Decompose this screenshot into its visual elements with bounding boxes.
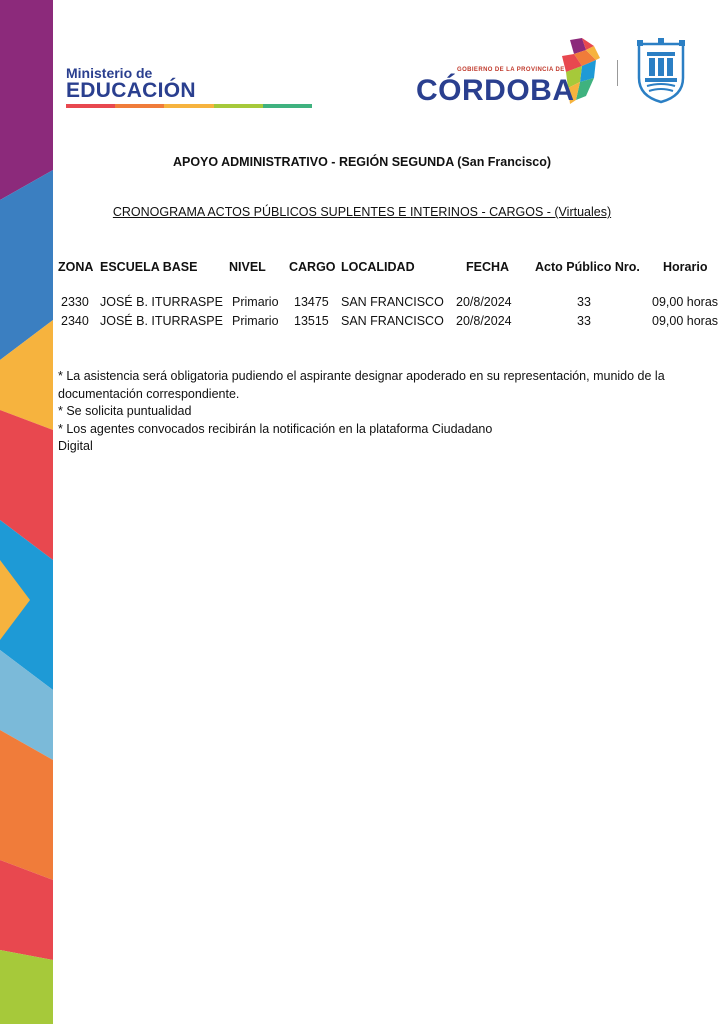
ministerio-logo-color-bar: [66, 104, 312, 108]
cell-localidad: SAN FRANCISCO: [341, 314, 444, 328]
cell-cargo: 13475: [294, 295, 329, 309]
ministerio-educacion-logo: [66, 66, 312, 108]
cordoba-logo-subtitle: GOBIERNO DE LA PROVINCIA DE: [457, 67, 565, 73]
note-notificacion: * Los agentes convocados recibirán la notificación en la plataforma Ciudadano: [58, 421, 493, 436]
header-escuela-base: ESCUELA BASE: [100, 260, 198, 274]
header-zona: ZONA: [58, 260, 94, 274]
header-nivel: NIVEL: [229, 260, 266, 274]
header-fecha: FECHA: [466, 260, 510, 274]
ministerio-logo-line1: Ministerio de: [66, 65, 153, 81]
header-acto-publico: Acto Público Nro.: [535, 260, 640, 274]
cell-cargo: 13515: [294, 314, 329, 328]
header-horario: Horario: [663, 260, 708, 274]
cell-localidad: SAN FRANCISCO: [341, 295, 444, 309]
cell-horario: 09,00 horas: [652, 314, 719, 328]
cordoba-logo-wordmark: CÓRDOBA: [416, 74, 575, 107]
ministerio-logo-line2: EDUCACIÓN: [66, 79, 196, 102]
cell-acto: 33: [577, 295, 591, 309]
cell-fecha: 20/8/2024: [456, 295, 512, 309]
cell-zona: 2330: [61, 295, 89, 309]
cordoba-government-logo: [414, 38, 604, 108]
note-puntualidad: * Se solicita puntualidad: [58, 404, 192, 418]
cell-zona: 2340: [61, 314, 89, 328]
document-subtitle: CRONOGRAMA ACTOS PÚBLICOS SUPLENTES E INTERINOS - CARGOS - (Virtuales): [112, 205, 612, 219]
cell-acto: 33: [577, 314, 591, 328]
notes-section: [58, 368, 668, 456]
cell-fecha: 20/8/2024: [456, 314, 512, 328]
cell-escuela: JOSÉ B. ITURRASPE: [100, 314, 223, 328]
header-localidad: LOCALIDAD: [341, 260, 415, 274]
note-asistencia: * La asistencia será obligatoria pudiendo el aspirante designar apoderado en su representación, munido de la documentación correspondiente.: [58, 369, 665, 401]
cell-nivel: Primario: [232, 295, 279, 309]
cell-nivel: Primario: [232, 314, 279, 328]
cordoba-city-shield-icon: [633, 38, 689, 104]
note-notificacion-cont: Digital: [58, 439, 93, 453]
document-title: APOYO ADMINISTRATIVO - REGIÓN SEGUNDA (San Francisco): [172, 155, 552, 169]
header-cargo: CARGO: [289, 260, 336, 274]
logo-separator: [617, 60, 618, 86]
cell-escuela: JOSÉ B. ITURRASPE: [100, 295, 223, 309]
decorative-side-stripe: [0, 0, 53, 1024]
cell-horario: 09,00 horas: [652, 295, 719, 309]
